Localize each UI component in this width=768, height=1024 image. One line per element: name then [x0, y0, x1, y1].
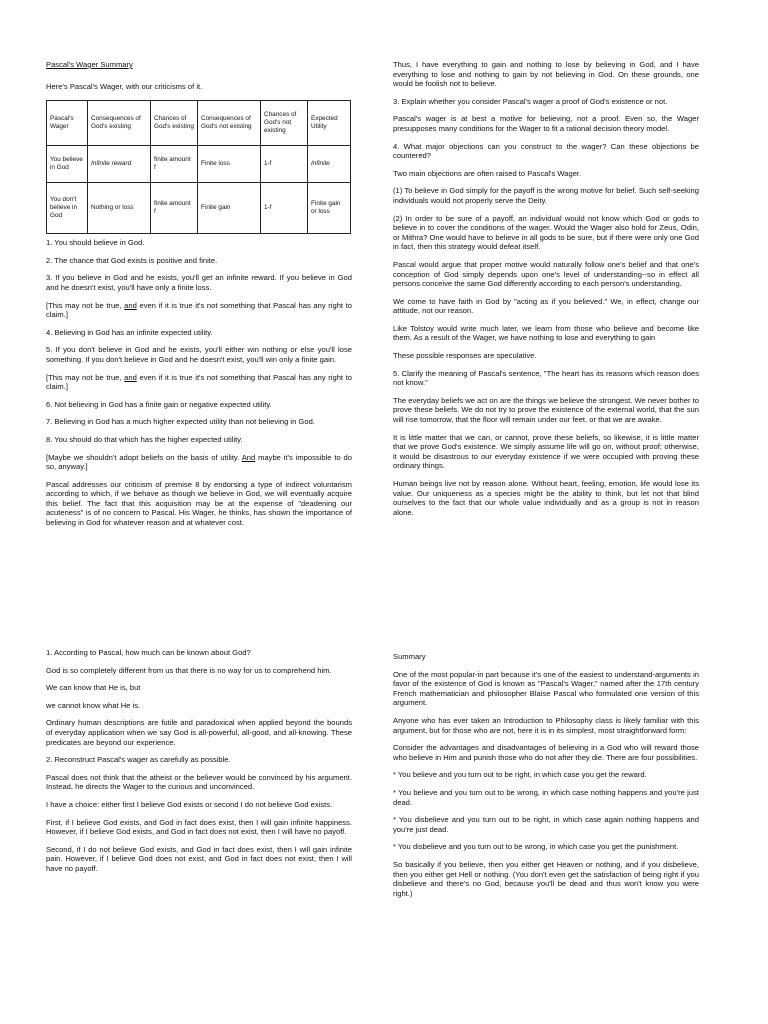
criticism-text: even if it is true it's not something that Pascal has any right to claim.] [46, 300, 352, 320]
premise-4: 4. Believing in God has an infinite expected utility. [46, 327, 213, 337]
possibility-item: * You disbelieve and you turn out to be right, in which case again nothing happens and you're just dead. [393, 815, 699, 834]
table-header-cell: Expected Utility [308, 101, 351, 146]
criticism-text: maybe it's impossible to do so, anyway.] [46, 452, 352, 472]
premise-2: 2. The chance that God exists is positive and finite. [46, 255, 218, 265]
question-2: 2. Reconstruct Pascal's wager as carefully as possible. [46, 755, 231, 765]
question-5: 5. Clarify the meaning of Pascal's sentence, "The heart has its reasons which reason does not know." [393, 368, 699, 388]
summary-paragraph: Consider the advantages and disadvantages of believing in a God who will reward those who believe in Him and punish those who do not after they die. There are four possibilities. [393, 743, 699, 762]
answer-paragraph: The everyday beliefs we act on are the things we believe the strongest. We never bother to prove these beliefs. We do not try to prove the existence of the external world, that the sun will rise tomorrow, that the floor will remain under our feet, or that we are awake. [393, 395, 699, 425]
underlined-word: and [124, 300, 137, 310]
underlined-word: And [241, 452, 256, 462]
table-header-cell: Pascal's Wager [47, 101, 88, 146]
answer-paragraph: Two main objections are often raised to Pascal's Wager. [393, 168, 582, 178]
criticism-text: even if it is true it's not something that Pascal has any right to claim.] [46, 372, 352, 392]
answer-paragraph: I have a choice: either first I believe God exists or second I do not believe God exists. [46, 799, 333, 809]
possibility-item: * You believe and you turn out to be wrong, in which case nothing happens and you're just dead. [393, 787, 699, 807]
table-header-cell: Chances of God's existing [151, 101, 198, 146]
question-4: 4. What major objections can you construct to the wager? Can these objections be countered? [393, 141, 699, 161]
premise-8: 8. You should do that which has the higher expected utility. [46, 434, 243, 444]
table-cell: finite amount f [151, 183, 198, 234]
table-cell: Finite gain [198, 183, 261, 234]
premise-3: 3. If you believe in God and he exists, you'll get an infinite reward. If you believe in God and he doesn't exist, you'll have only a finite loss. [46, 273, 352, 292]
answer-paragraph: We come to have faith in God by "acting as if you believed." We, in effect, change our attitude, not our reason. [393, 296, 699, 316]
criticism-3 [46, 453, 352, 472]
table-cell: You don't believe in God [47, 183, 88, 234]
answer-paragraph: Pascal's wager is at best a motive for believing, not a proof. Even so, the Wager presupposes many conditions for the Wager to fit a rational decision theory model. [393, 114, 699, 133]
answer-paragraph: Second, if I do not believe God exists, and God in fact does exist, then I will gain infinite pain. However, if I believe God does not exist, and God in fact does not exist, then I will have no payoff. [46, 844, 352, 873]
answer-paragraph: It is little matter that we can, or cannot, prove these beliefs, so likewise, it is little matter that we prove God's existence. We simply assume life will go on, without proof; otherwise, it would be disastrous to our everyday existence if we were occupied with proving these ordinary things. [393, 432, 699, 471]
table-cell: Finite gain or loss [308, 183, 351, 234]
table-row [47, 183, 351, 234]
table-header-cell: Consequences of God's existing [88, 101, 151, 146]
answer-paragraph: Pascal does not think that the atheist or the believer would be convinced by his argument. Instead, he directs the Wager to the curious and unconvinced. [46, 772, 352, 792]
summary-heading: Summary [393, 652, 426, 661]
table-header-cell: Consequences of God's not existing [198, 101, 261, 146]
answer-paragraph: Ordinary human descriptions are futile and paradoxical when applied beyond the bounds of everyday application when we say God is all-powerful, all-good, and all-knowing. These predicates are beyond our experience. [46, 718, 352, 747]
table-cell: 1-f [261, 183, 308, 234]
table-header-row [47, 101, 351, 146]
objection-1: (1) To believe in God simply for the payoff is the wrong motive for belief. Such self-seeking individuals would not properly serve the Deity. [393, 186, 699, 205]
table-header-cell: Chances of God's not existing [261, 101, 308, 146]
table-cell: Finite loss [198, 146, 261, 183]
left-column-top [46, 60, 352, 536]
premise-5: 5. If you don't believe in God and he exists, you'll either win nothing or else you'll lose something. If you don't believe in God and he doesn't exist, you'll win only a finite gain. [46, 345, 352, 364]
premise-6: 6. Not believing in God has a finite gain or negative expected utility. [46, 399, 272, 409]
intro-text: Here's Pascal's Wager, with our criticisms of it. [46, 81, 203, 91]
question-1: 1. According to Pascal, how much can be known about God? [46, 648, 251, 657]
criticism-text: [This may not be true, [46, 300, 122, 310]
table-cell: You believe in God [47, 146, 88, 183]
answer-paragraph: We can know that He is, but [46, 683, 141, 693]
answer-paragraph: God is so completely different from us that there is no way for us to comprehend him. [46, 665, 332, 675]
table-cell: Nothing or loss [88, 183, 151, 234]
table-cell: Infinite [308, 146, 351, 183]
answer-paragraph: Like Tolstoy would write much later, we learn from those who believe and become like them. As a result of the Wager, we have nothing to lose and everything to gain [393, 323, 699, 343]
underlined-word: and [124, 372, 137, 382]
summary-paragraph: One of the most popular-in part because it's one of the easiest to understand-arguments in favor of the existence of God is known as "Pascal's Wager," named after the 17th century French mathematician and philosopher Blaise Pascal who formulated one version of this argument. [393, 669, 699, 708]
right-column-bottom [393, 652, 699, 906]
question-3: 3. Explain whether you consider Pascal's wager a proof of God's existence or not. [393, 96, 668, 106]
summary-paragraph: So basically if you believe, then you either get Heaven or nothing, and if you disbelieve, then you either get Hell or nothing. (You don't even get the satisfaction of being right if you disbelieve and there's no God, because you'll be dead and thus won't know you were right.) [393, 859, 699, 898]
possibility-item: * You believe and you turn out to be right, in which case you get the reward. [393, 770, 647, 780]
answer-paragraph: These possible responses are speculative. [393, 351, 537, 361]
answer-paragraph: Pascal would argue that proper motive would naturally follow one's belief and that one's conception of God simply depends upon one's level of understanding--so in effect all persons conceive the same God differently according to each person's understanding. [393, 259, 699, 289]
criticism-text: [Maybe we shouldn't adopt beliefs on the basis of utility. [46, 452, 240, 462]
right-column-top [393, 60, 699, 525]
conclusion-paragraph: Thus, I have everything to gain and nothing to lose by believing in God, and I have everything to lose and nothing to gain by not believing in God. On these grounds, one would be foolish not to believe. [393, 60, 699, 89]
answer-paragraph: Human beings live not by reason alone. Without heart, feeling, emotion, life would lose its value. Our uniqueness as a species might be the ability to think, but let not that blind ourselves to the fact that our whole value individually and as a group is not in reason alone. [393, 479, 699, 517]
answer-paragraph: we cannot know what He is. [46, 700, 141, 710]
document-title: Pascal's Wager Summary [46, 60, 133, 69]
objection-2: (2) In order to be sure of a payoff, an individual would not know which God or gods to believe in to cover the conditions of the wager. Would the Wager also hold for Zeus, Odin, or Mithra? One would have to believe in all gods to be sure, but if there were only one God in fact, then this strategy would defeat itself. [393, 213, 699, 252]
voluntarism-paragraph: Pascal addresses our criticism of premise 8 by endorsing a type of indirect voluntarism according to which, if we behave as though we believe in God, we will eventually acquire this belief. The fact that this acquisition may be at the expense of "deadening our acuteness" is of no concern to Pascal. His Wager, he thinks, has shown the importance of believing in God for whatever reason and at whatever cost. [46, 479, 352, 528]
premise-1: 1. You should believe in God. [46, 238, 145, 248]
answer-paragraph: First, if I believe God exists, and God in fact does exist, then I will gain infinite happiness. However, if I believe God exists, and God in fact does not exist, then I will have no payoff. [46, 817, 352, 837]
table-cell: 1-f [261, 146, 308, 183]
wager-table [46, 100, 351, 234]
criticism-2 [46, 373, 352, 392]
summary-paragraph: Anyone who has ever taken an Introduction to Philosophy class is likely familiar with this argument, but for those who are not, here it is in its simplest, most straightforward form: [393, 715, 699, 735]
table-cell: finite amount f [151, 146, 198, 183]
table-row [47, 146, 351, 183]
table-cell: Infinite reward [88, 146, 151, 183]
criticism-text: [This may not be true, [46, 372, 122, 382]
premise-7: 7. Believing in God has a much higher expected utility than not believing in God. [46, 417, 315, 427]
left-column-bottom [46, 648, 352, 882]
criticism-1 [46, 301, 352, 320]
possibility-item: * You disbelieve and you turn out to be wrong, in which case you get the punishment. [393, 842, 679, 852]
